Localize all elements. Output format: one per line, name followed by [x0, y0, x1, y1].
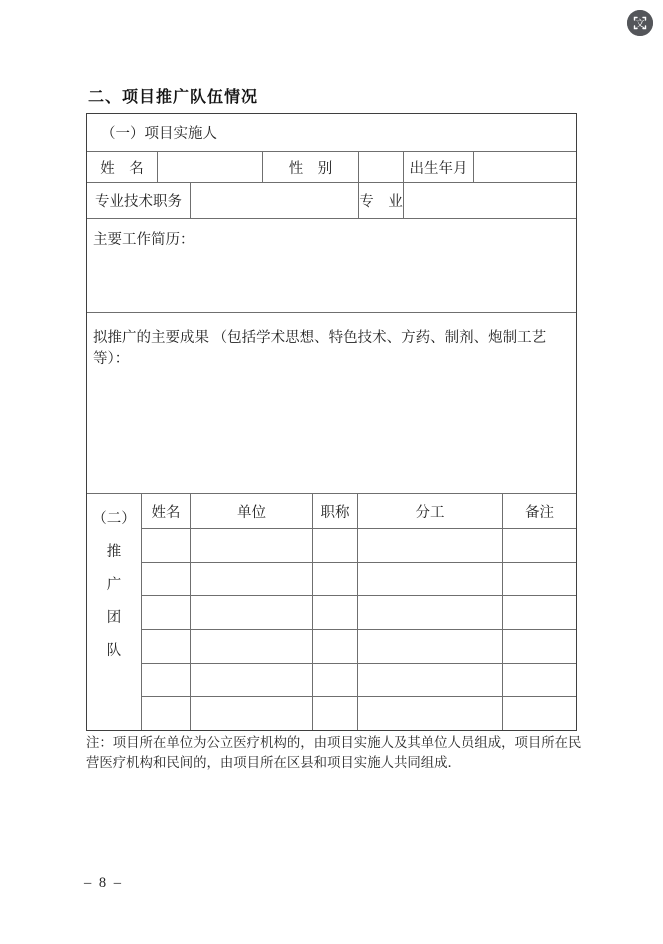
- team-table-row: [142, 563, 576, 597]
- svg-text:文: 文: [635, 19, 645, 30]
- team-cell-note: [503, 529, 576, 562]
- team-label-part: 广: [106, 577, 122, 593]
- page-number: – 8 –: [84, 875, 123, 891]
- team-table-row: [142, 664, 576, 698]
- resume-cell: [87, 219, 576, 313]
- team-label-part: 团: [106, 610, 122, 626]
- team-cell-unit: [191, 529, 313, 562]
- team-cell-duty: [358, 563, 503, 596]
- team-label-part: 推: [106, 544, 122, 560]
- promotion-team-form-table: [86, 113, 577, 731]
- section-heading: 二、项目推广队伍情况: [88, 89, 259, 106]
- achievements-label: 拟推广的主要成果 （包括学术思想、特色技术、方药、制剂、炮制工艺等）：: [93, 330, 547, 367]
- col-header-note: 备注: [525, 504, 554, 521]
- job-title-field: [191, 183, 359, 218]
- team-cell-name: [142, 596, 191, 629]
- team-table-row: [142, 697, 576, 730]
- team-header-row: [142, 494, 576, 529]
- birth-field: [474, 152, 576, 182]
- team-cell-title: [313, 596, 358, 629]
- team-cell-note: [503, 664, 576, 697]
- team-cell-name: [142, 529, 191, 562]
- name-field: [158, 152, 263, 182]
- team-label-part: 队: [106, 643, 122, 659]
- footnote-line: 注：项目所在单位为公立医疗机构的，由项目实施人及其单位人员组成，项目所在民: [86, 735, 582, 750]
- team-table-row: [142, 529, 576, 563]
- team-cell-title: [313, 664, 358, 697]
- team-cell-unit: [191, 596, 313, 629]
- implementer-section-title: （一）项目实施人: [101, 126, 217, 142]
- team-cell-note: [503, 697, 576, 730]
- col-header-name: 姓名: [142, 494, 191, 528]
- team-section-label: [87, 494, 142, 730]
- major-label: 专 业: [359, 183, 404, 218]
- team-cell-name: [142, 697, 191, 730]
- gender-field: [359, 152, 404, 182]
- team-table: [142, 494, 576, 730]
- gender-label: 性 别: [263, 152, 359, 182]
- footnote-line: 营医疗机构和民间的，由项目所在区县和项目实施人共同组成．: [86, 755, 461, 770]
- team-cell-duty: [358, 596, 503, 629]
- job-title-label: 专业技术职务: [87, 183, 191, 218]
- team-cell-unit: [191, 630, 313, 663]
- major-field: [404, 183, 576, 218]
- team-section: [87, 494, 576, 730]
- team-cell-name: [142, 630, 191, 663]
- team-table-row: [142, 630, 576, 664]
- team-cell-name: [142, 664, 191, 697]
- team-cell-title: [313, 529, 358, 562]
- team-cell-unit: [191, 664, 313, 697]
- team-cell-unit: [191, 697, 313, 730]
- achievements-cell: [87, 313, 576, 494]
- team-cell-title: [313, 563, 358, 596]
- team-cell-duty: [358, 697, 503, 730]
- team-cell-unit: [191, 563, 313, 596]
- team-table-row: [142, 596, 576, 630]
- implementer-title-row: [87, 114, 576, 152]
- translate-icon: [627, 10, 653, 36]
- team-cell-note: [503, 563, 576, 596]
- team-label-part: （二）: [92, 511, 136, 527]
- footnote: [86, 733, 580, 773]
- team-cell-title: [313, 697, 358, 730]
- team-cell-name: [142, 563, 191, 596]
- resume-label: 主要工作简历：: [93, 232, 195, 248]
- team-cell-note: [503, 596, 576, 629]
- team-cell-title: [313, 630, 358, 663]
- basic-info-row: [87, 152, 576, 183]
- translate-ocr-button[interactable]: [627, 10, 653, 36]
- team-cell-duty: [358, 630, 503, 663]
- birth-label: 出生年月: [404, 152, 474, 182]
- team-cell-duty: [358, 529, 503, 562]
- job-info-row: [87, 183, 576, 219]
- col-header-unit: 单位: [191, 494, 313, 528]
- col-header-title: 职称: [313, 494, 358, 528]
- team-cell-note: [503, 630, 576, 663]
- team-cell-duty: [358, 664, 503, 697]
- col-header-duty: 分工: [358, 494, 503, 528]
- name-label: 姓 名: [87, 152, 158, 182]
